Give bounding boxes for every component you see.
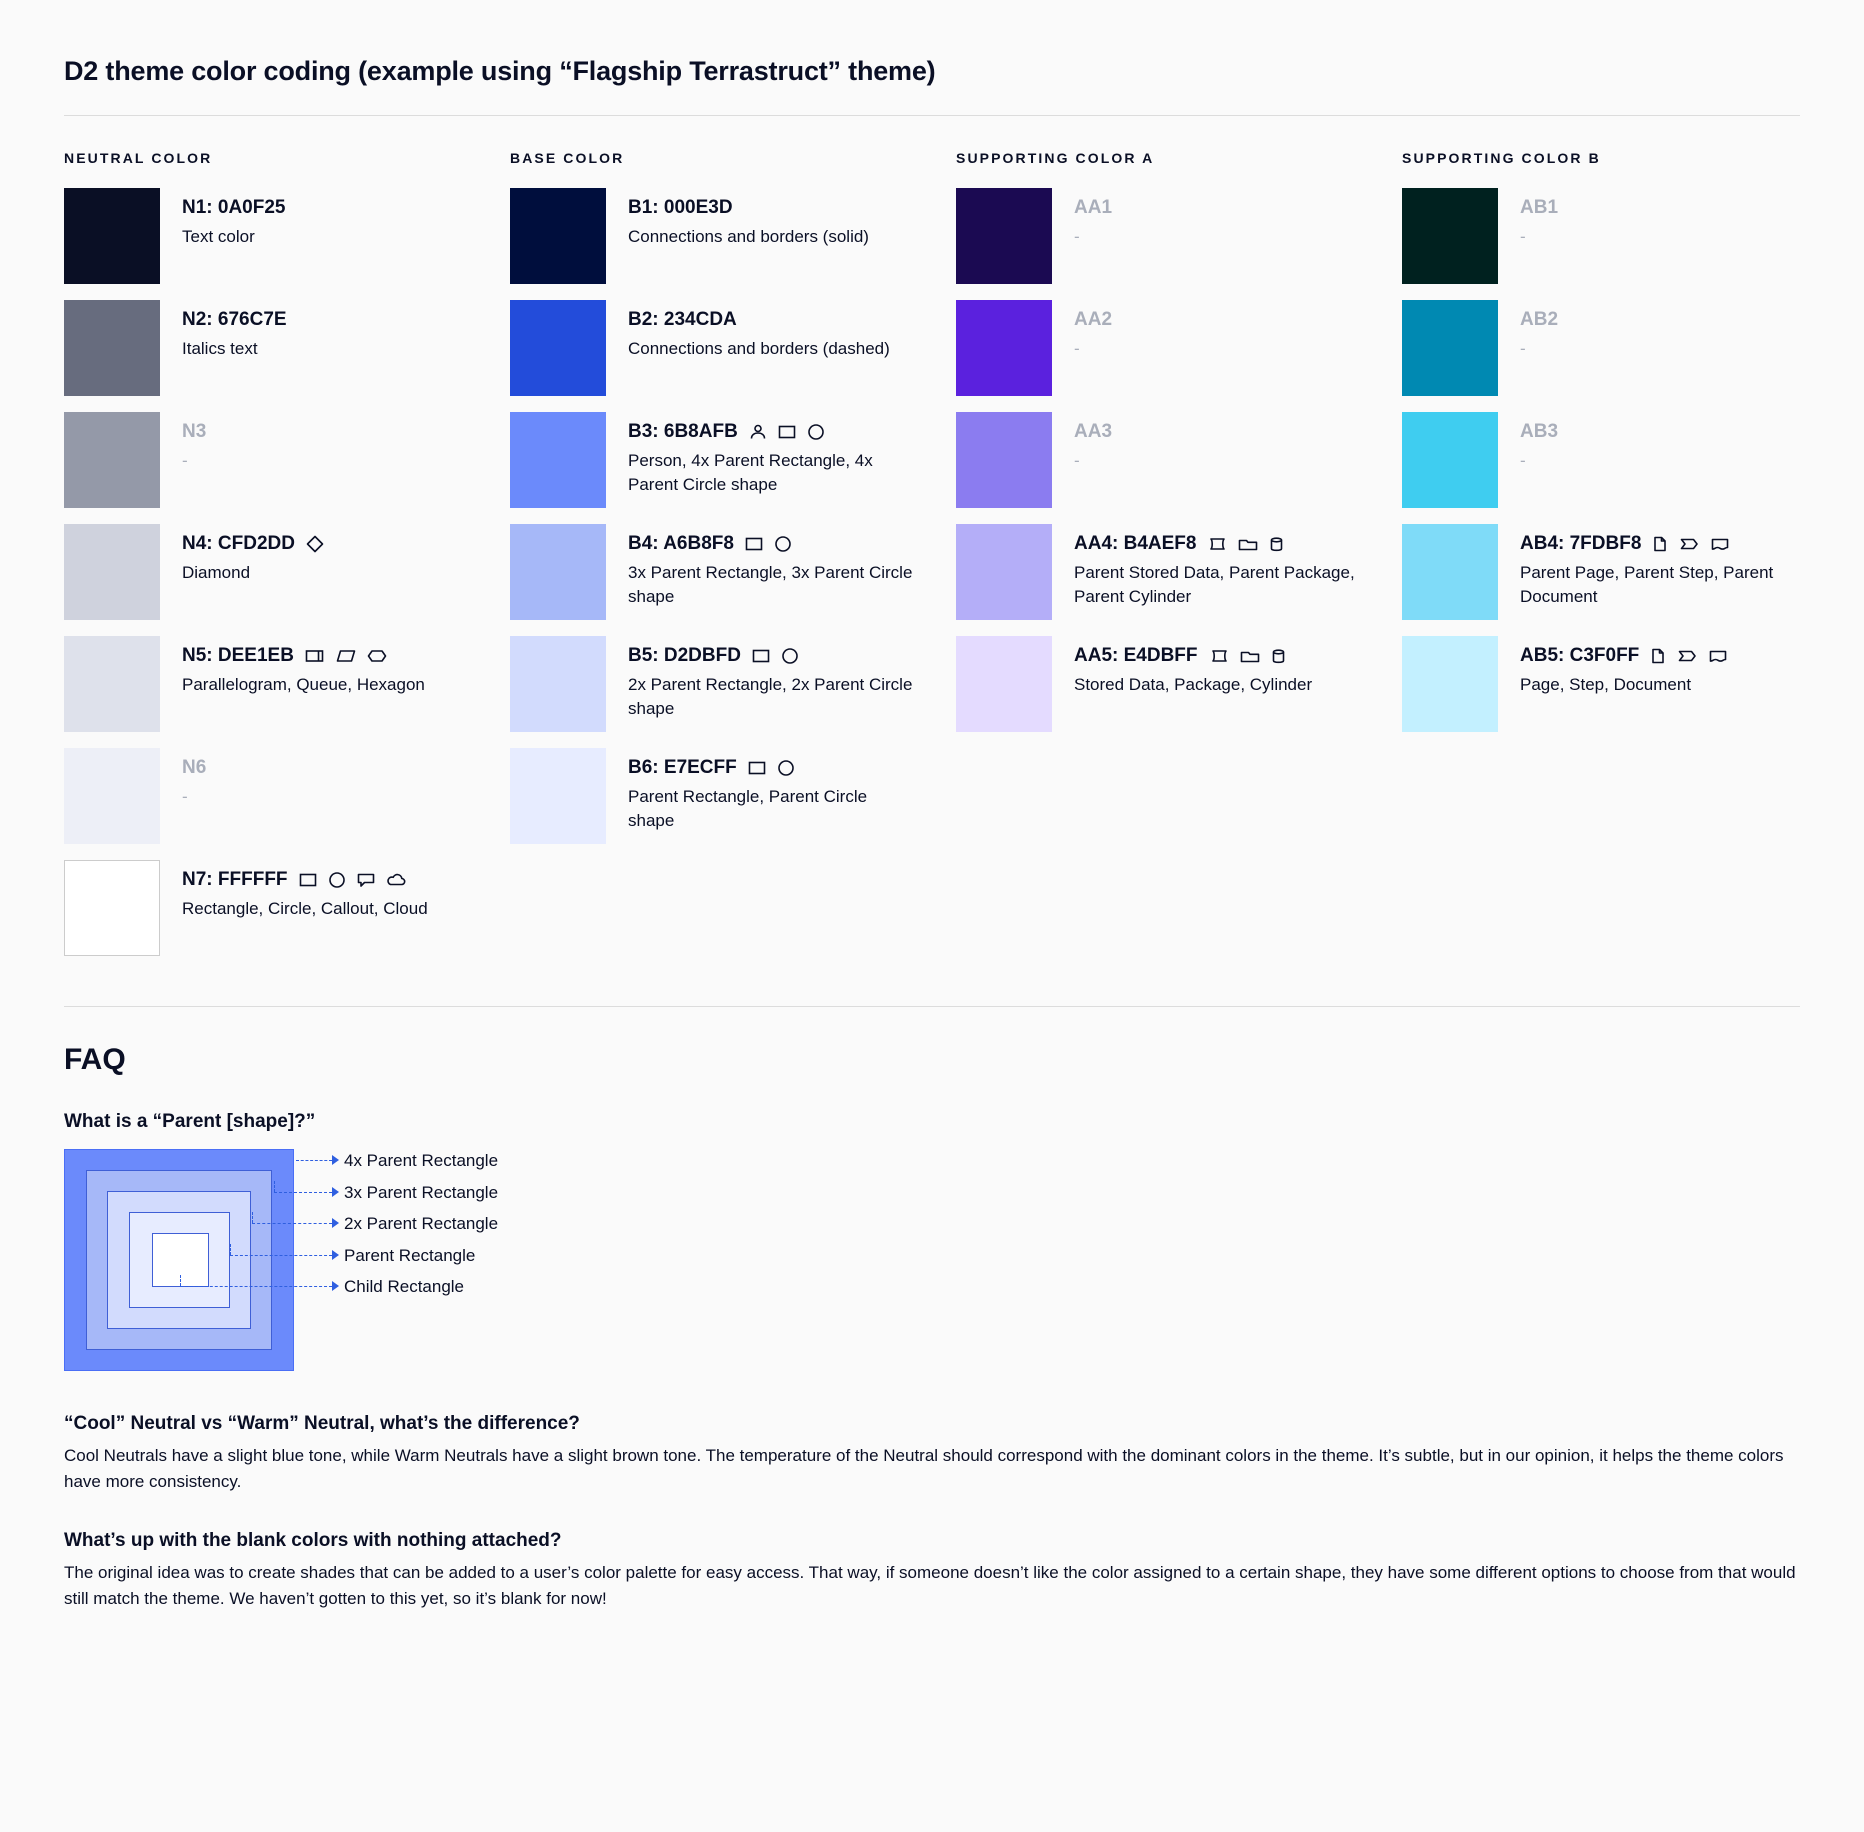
- color-swatch-row: [64, 636, 510, 732]
- swatch-code: B4: A6B8F8: [628, 533, 734, 554]
- swatch-label: [1074, 532, 1364, 556]
- color-column: [510, 150, 956, 972]
- color-swatch-row: [510, 524, 956, 620]
- diagram-label-0: 4x Parent Rectangle: [344, 1151, 499, 1170]
- swatch-label: [628, 196, 869, 220]
- swatch-text: [160, 524, 325, 585]
- swatch-text: [160, 300, 287, 361]
- leader-stem-2: [274, 1181, 275, 1192]
- faq-answer-3: The original idea was to create shades that can be added to a user’s color palette for easy access. That way, if someone doesn’t like the color assigned to a certain shape, they have some different options to choose from that would still match the theme. We haven’t gotten to this yet, so it’s blank for now!: [64, 1562, 1796, 1609]
- swatch-code: N1: 0A0F25: [182, 197, 286, 218]
- shape-icon-group: [748, 422, 826, 442]
- rectangle-icon: [298, 870, 318, 890]
- leader-stem-3: [252, 1212, 253, 1223]
- swatch-label: [182, 756, 206, 780]
- swatch-code: N4: CFD2DD: [182, 533, 295, 554]
- column-heading: BASE COLOR: [510, 150, 625, 166]
- parent-shape-diagram: [64, 1149, 624, 1379]
- color-swatch-row: [956, 412, 1402, 508]
- swatch-code: N3: [182, 421, 207, 442]
- color-swatch: [510, 748, 606, 844]
- swatch-label: [182, 196, 286, 220]
- swatch-code: AB1: [1520, 197, 1559, 218]
- color-swatch: [510, 412, 606, 508]
- swatch-label: [628, 308, 890, 332]
- swatch-label: [1074, 420, 1112, 444]
- leader-arrow-3: [332, 1218, 339, 1228]
- diagram-label-1: 3x Parent Rectangle: [344, 1183, 499, 1202]
- swatch-label: [628, 420, 918, 444]
- cylinder-icon: [1268, 534, 1286, 554]
- color-swatch: [1402, 188, 1498, 284]
- person-icon: [748, 422, 768, 442]
- color-swatch-row: [510, 636, 956, 732]
- color-swatch-row: [956, 300, 1402, 396]
- swatch-description: -: [182, 786, 188, 806]
- swatch-text: [606, 524, 918, 610]
- stored-data-icon: [1206, 534, 1228, 554]
- color-column: [956, 150, 1402, 972]
- color-swatch: [510, 300, 606, 396]
- color-swatch-row: [510, 748, 956, 844]
- hexagon-icon: [366, 646, 388, 666]
- swatch-text: [160, 860, 428, 921]
- swatch-text: [1052, 188, 1112, 249]
- color-swatch: [64, 412, 160, 508]
- color-swatch: [956, 300, 1052, 396]
- color-swatch-row: [1402, 300, 1848, 396]
- swatch-code: AA2: [1074, 309, 1113, 330]
- color-swatch: [956, 524, 1052, 620]
- swatch-label: [182, 308, 287, 332]
- swatch-description: Connections and borders (dashed): [628, 338, 890, 358]
- color-swatch-row: [510, 412, 956, 508]
- color-swatch: [510, 636, 606, 732]
- color-swatch-row: [1402, 636, 1848, 732]
- swatch-description: -: [1520, 450, 1526, 470]
- leader-line-3: [252, 1223, 332, 1224]
- circle-icon: [773, 534, 793, 554]
- swatch-code: AB3: [1520, 421, 1559, 442]
- callout-icon: [356, 870, 376, 890]
- swatch-label: [1520, 420, 1558, 444]
- rectangle-icon: [751, 646, 771, 666]
- color-swatch: [956, 636, 1052, 732]
- swatch-text: [606, 300, 890, 361]
- color-swatch: [64, 188, 160, 284]
- swatch-label: [628, 644, 918, 668]
- column-heading: NEUTRAL COLOR: [64, 150, 213, 166]
- color-swatch-row: [64, 524, 510, 620]
- swatch-label: [182, 868, 428, 892]
- swatch-code: AB4: 7FDBF8: [1520, 533, 1642, 554]
- swatch-label: [182, 532, 325, 556]
- color-swatch-row: [510, 300, 956, 396]
- page-icon: [1649, 646, 1667, 666]
- swatch-description: -: [182, 450, 188, 470]
- swatch-text: [606, 188, 869, 249]
- swatch-description: Text color: [182, 226, 255, 246]
- swatch-description: Parent Stored Data, Parent Package, Parent Cylinder: [1074, 562, 1355, 607]
- faq-question-1: What is a “Parent [shape]?”: [64, 1111, 316, 1132]
- swatch-description: Parent Rectangle, Parent Circle shape: [628, 786, 868, 831]
- swatch-description: Italics text: [182, 338, 258, 358]
- swatch-label: [1074, 196, 1112, 220]
- document-icon: [1707, 646, 1729, 666]
- leader-arrow-1: [332, 1155, 339, 1165]
- color-swatch-row: [510, 188, 956, 284]
- color-swatch-row: [64, 860, 510, 956]
- swatch-description: Parallelogram, Queue, Hexagon: [182, 674, 425, 694]
- circle-icon: [776, 758, 796, 778]
- swatch-description: Diamond: [182, 562, 251, 582]
- swatch-code: AB5: C3F0FF: [1520, 645, 1640, 666]
- color-swatch-row: [1402, 524, 1848, 620]
- color-column: [64, 150, 510, 972]
- swatch-code: AB2: [1520, 309, 1559, 330]
- swatch-code: N2: 676C7E: [182, 309, 287, 330]
- swatch-description: Page, Step, Document: [1520, 674, 1692, 694]
- swatch-description: -: [1074, 226, 1080, 246]
- shape-icon-group: [1651, 534, 1731, 554]
- shape-icon-group: [744, 534, 793, 554]
- shape-icon-group: [751, 646, 800, 666]
- swatch-text: [1498, 636, 1729, 697]
- swatch-text: [606, 636, 918, 722]
- swatch-code: AA3: [1074, 421, 1113, 442]
- swatch-text: [1498, 524, 1810, 610]
- color-swatch: [1402, 412, 1498, 508]
- color-swatch-row: [64, 300, 510, 396]
- swatch-text: [1052, 300, 1112, 361]
- color-swatch-row: [64, 748, 510, 844]
- swatch-description: Stored Data, Package, Cylinder: [1074, 674, 1313, 694]
- color-swatch: [64, 636, 160, 732]
- swatch-code: B2: 234CDA: [628, 309, 737, 330]
- swatch-description: -: [1520, 338, 1526, 358]
- shape-icon-group: [1649, 646, 1729, 666]
- swatch-code: N5: DEE1EB: [182, 645, 294, 666]
- leader-stem-4: [230, 1244, 231, 1255]
- swatch-text: [606, 412, 918, 498]
- leader-stem-5: [180, 1275, 181, 1286]
- color-swatch-row: [956, 636, 1402, 732]
- color-columns: [64, 150, 1800, 972]
- color-swatch: [64, 748, 160, 844]
- swatch-label: [1520, 532, 1810, 556]
- column-heading: SUPPORTING COLOR B: [1402, 150, 1601, 166]
- swatch-label: [182, 420, 206, 444]
- rectangle-icon: [744, 534, 764, 554]
- swatch-text: [1052, 636, 1312, 697]
- swatch-text: [1052, 524, 1364, 610]
- color-swatch-row: [64, 412, 510, 508]
- circle-icon: [327, 870, 347, 890]
- diagram-label-3: Parent Rectangle: [344, 1246, 476, 1265]
- stored-data-icon: [1208, 646, 1230, 666]
- swatch-text: [160, 636, 425, 697]
- package-icon: [1239, 646, 1261, 666]
- swatch-description: 2x Parent Rectangle, 2x Parent Circle shape: [628, 674, 913, 719]
- parallelogram-icon: [335, 646, 357, 666]
- leader-line-4: [230, 1255, 332, 1256]
- swatch-description: Connections and borders (solid): [628, 226, 869, 246]
- swatch-description: Parent Page, Parent Step, Parent Document: [1520, 562, 1774, 607]
- swatch-code: AA5: E4DBFF: [1074, 645, 1198, 666]
- color-swatch: [956, 188, 1052, 284]
- swatch-text: [160, 412, 206, 473]
- diagram-label-2: 2x Parent Rectangle: [344, 1214, 499, 1233]
- swatch-description: -: [1520, 226, 1526, 246]
- color-swatch-row: [956, 524, 1402, 620]
- faq-answer-2: Cool Neutrals have a slight blue tone, while Warm Neutrals have a slight brown tone. The temperature of the Neutral should correspond with the dominant colors in the theme. It’s subtle, but in our opinion, it helps the theme colors have more consistency.: [64, 1446, 1784, 1492]
- color-swatch-row: [1402, 412, 1848, 508]
- shape-icon-group: [1208, 646, 1288, 666]
- document-icon: [1709, 534, 1731, 554]
- swatch-text: [160, 188, 286, 249]
- swatch-description: -: [1074, 450, 1080, 470]
- color-swatch: [510, 188, 606, 284]
- color-swatch: [510, 524, 606, 620]
- circle-icon: [806, 422, 826, 442]
- leader-arrow-2: [332, 1187, 339, 1197]
- faq-title: FAQ: [64, 1043, 126, 1076]
- swatch-label: [1074, 308, 1112, 332]
- color-swatch: [64, 860, 160, 956]
- shape-icon-group: [298, 870, 407, 890]
- shape-icon-group: [1206, 534, 1286, 554]
- leader-line-1: [296, 1160, 332, 1161]
- leader-line-2: [274, 1192, 332, 1193]
- shape-icon-group: [304, 646, 388, 666]
- faq-question-2: “Cool” Neutral vs “Warm” Neutral, what’s the difference?: [64, 1413, 580, 1434]
- swatch-label: [1520, 644, 1729, 668]
- swatch-label: [1520, 196, 1558, 220]
- color-swatch: [64, 300, 160, 396]
- swatch-text: [1498, 188, 1558, 249]
- swatch-code: B1: 000E3D: [628, 197, 733, 218]
- cylinder-icon: [1270, 646, 1288, 666]
- leader-arrow-4: [332, 1250, 339, 1260]
- cloud-icon: [385, 870, 407, 890]
- step-icon: [1678, 534, 1700, 554]
- package-icon: [1237, 534, 1259, 554]
- page-title: D2 theme color coding (example using “Flagship Terrastruct” theme): [64, 56, 936, 86]
- color-swatch-row: [64, 188, 510, 284]
- swatch-code: B3: 6B8AFB: [628, 421, 738, 442]
- swatch-code: B6: E7ECFF: [628, 757, 737, 778]
- swatch-label: [628, 532, 918, 556]
- swatch-text: [160, 748, 206, 809]
- swatch-description: Rectangle, Circle, Callout, Cloud: [182, 898, 428, 918]
- color-swatch: [956, 412, 1052, 508]
- shape-icon-group: [305, 534, 325, 554]
- step-icon: [1676, 646, 1698, 666]
- color-swatch: [1402, 524, 1498, 620]
- diagram-label-4: Child Rectangle: [344, 1277, 465, 1296]
- leader-line-5: [180, 1286, 332, 1287]
- swatch-code: AA4: B4AEF8: [1074, 533, 1197, 554]
- rectangle-icon: [777, 422, 797, 442]
- swatch-label: [628, 756, 918, 780]
- swatch-description: 3x Parent Rectangle, 3x Parent Circle shape: [628, 562, 913, 607]
- swatch-code: B5: D2DBFD: [628, 645, 741, 666]
- title-divider: [64, 115, 1800, 116]
- swatch-label: [1074, 644, 1312, 668]
- swatch-text: [1498, 300, 1558, 361]
- color-swatch: [1402, 300, 1498, 396]
- swatch-description: -: [1074, 338, 1080, 358]
- column-heading: SUPPORTING COLOR A: [956, 150, 1155, 166]
- swatch-code: AA1: [1074, 197, 1113, 218]
- color-swatch-row: [1402, 188, 1848, 284]
- circle-icon: [780, 646, 800, 666]
- shape-icon-group: [747, 758, 796, 778]
- page-icon: [1651, 534, 1669, 554]
- swatch-label: [182, 644, 425, 668]
- swatch-label: [1520, 308, 1558, 332]
- color-column: [1402, 150, 1848, 972]
- faq-question-3: What’s up with the blank colors with nothing attached?: [64, 1529, 562, 1551]
- swatch-code: N6: [182, 757, 207, 778]
- leader-arrow-5: [332, 1281, 339, 1291]
- diamond-icon: [305, 534, 325, 554]
- swatch-text: [1498, 412, 1558, 473]
- swatch-description: Person, 4x Parent Rectangle, 4x Parent Circle shape: [628, 450, 873, 495]
- faq-divider: [64, 1006, 1800, 1007]
- queue-icon: [304, 646, 326, 666]
- color-swatch-row: [956, 188, 1402, 284]
- color-swatch: [64, 524, 160, 620]
- color-swatch: [1402, 636, 1498, 732]
- swatch-text: [1052, 412, 1112, 473]
- swatch-code: N7: FFFFFF: [182, 869, 288, 890]
- swatch-text: [606, 748, 918, 834]
- rectangle-icon: [747, 758, 767, 778]
